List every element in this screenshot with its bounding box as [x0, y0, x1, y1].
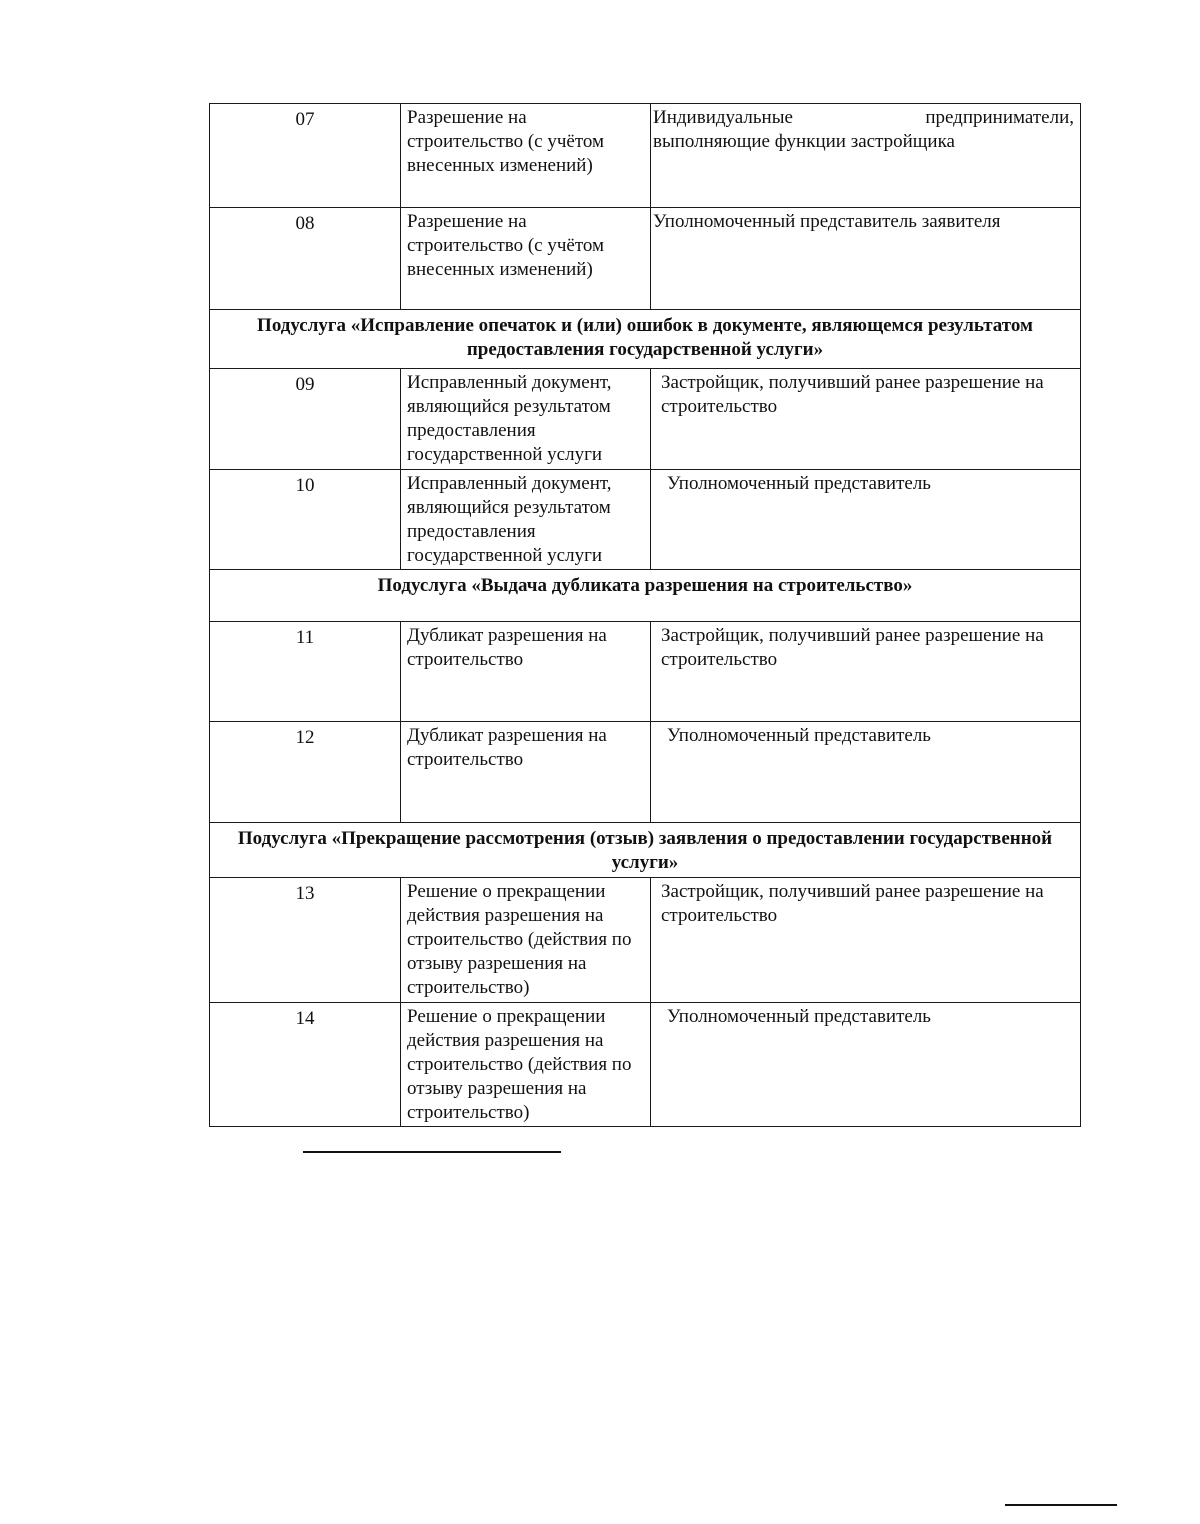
table-row: [210, 470, 1081, 570]
row-applicant: Застройщик, получивший ранее разрешение на строительство: [651, 622, 1081, 722]
subservice-row: [210, 310, 1081, 369]
subservice-row: [210, 823, 1081, 878]
row-code: 10: [210, 470, 401, 570]
row-result: Разрешение на строительство (с учётом внесенных изменений): [401, 104, 651, 208]
footnote-separator: [303, 1151, 561, 1153]
row-applicant: [651, 104, 1081, 208]
row-code: 14: [210, 1003, 401, 1127]
table-row: [210, 369, 1081, 470]
row-result: Решение о прекращении действия разрешения на строительство (действия по отзыву разрешения на строительство): [401, 1003, 651, 1127]
row-applicant-word-1: Индивидуальные: [653, 107, 793, 128]
subservice-row: [210, 570, 1081, 622]
row-code: 12: [210, 722, 401, 823]
subservice-heading: Подуслуга «Исправление опечаток и (или) ошибок в документе, являющемся результатом предоставления государственной услуги»: [210, 310, 1081, 369]
row-result: Разрешение на строительство (с учётом внесенных изменений): [401, 208, 651, 310]
row-applicant-word-2: предприниматели,: [925, 107, 1074, 128]
table-row: [210, 722, 1081, 823]
table-row: [210, 878, 1081, 1003]
row-result: Дубликат разрешения на строительство: [401, 722, 651, 823]
row-applicant: Застройщик, получивший ранее разрешение на строительство: [651, 878, 1081, 1003]
row-applicant: Уполномоченный представитель: [651, 470, 1081, 570]
table-row: [210, 622, 1081, 722]
row-applicant: Уполномоченный представитель заявителя: [651, 208, 1081, 310]
row-result: Дубликат разрешения на строительство: [401, 622, 651, 722]
row-result: Исправленный документ, являющийся результатом предоставления государственной услуги: [401, 470, 651, 570]
row-code: 08: [210, 208, 401, 310]
row-applicant: Застройщик, получивший ранее разрешение на строительство: [651, 369, 1081, 470]
row-applicant: Уполномоченный представитель: [651, 722, 1081, 823]
row-result: Решение о прекращении действия разрешения на строительство (действия по отзыву разрешения на строительство): [401, 878, 651, 1003]
row-code: 07: [210, 104, 401, 208]
services-table: [209, 103, 1081, 1127]
subservice-heading: Подуслуга «Выдача дубликата разрешения на строительство»: [210, 570, 1081, 622]
subservice-heading: Подуслуга «Прекращение рассмотрения (отзыв) заявления о предоставлении государственной услуги»: [210, 823, 1081, 878]
table-row: [210, 104, 1081, 208]
row-result: Исправленный документ, являющийся результатом предоставления государственной услуги: [401, 369, 651, 470]
row-applicant-line-2: выполняющие функции застройщика: [653, 131, 955, 152]
row-code: 09: [210, 369, 401, 470]
table-row: [210, 208, 1081, 310]
page-end-rule: [1005, 1504, 1117, 1506]
row-code: 13: [210, 878, 401, 1003]
row-code: 11: [210, 622, 401, 722]
row-applicant: Уполномоченный представитель: [651, 1003, 1081, 1127]
table-row: [210, 1003, 1081, 1127]
